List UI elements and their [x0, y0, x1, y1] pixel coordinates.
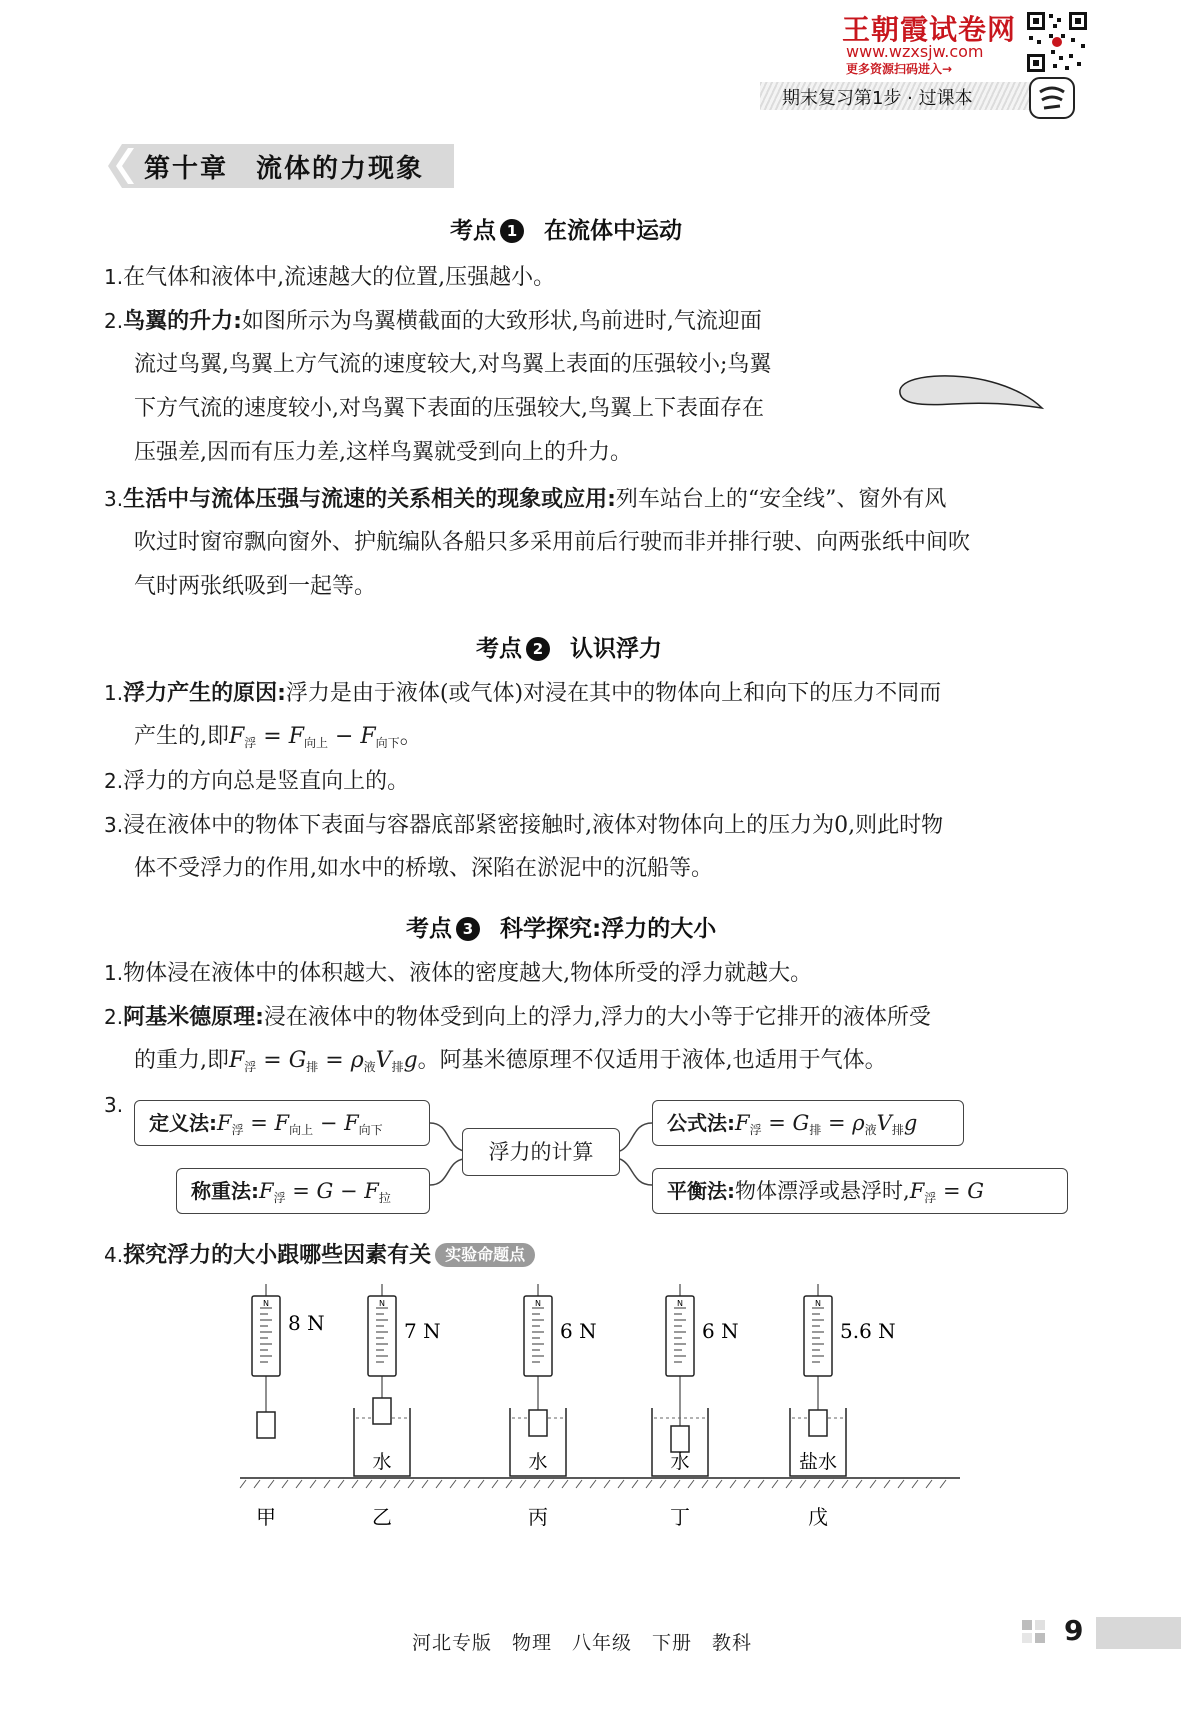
s2-var-f-down: F — [360, 724, 376, 749]
calc-formula-v: V — [876, 1111, 892, 1135]
s3-var-rho: ρ — [350, 1048, 364, 1073]
s3-item-1 — [104, 958, 812, 989]
s2-item-3-text1: 浸在液体中的物体下表面与容器底部紧密接触时,液体对物体向上的压力为0,则此时物 — [123, 813, 944, 838]
calc-formula-eq1: = — [761, 1111, 793, 1135]
section-3-title — [406, 910, 716, 943]
s2-item-3-line2: 体不受浮力的作用,如水中的桥墩、深陷在淤泥中的沉船等。 — [134, 856, 713, 881]
s1-item-2-line2: 流过鸟翼,鸟翼上方气流的速度较大,对鸟翼上表面的压强较小;鸟翼 — [134, 352, 772, 377]
experiment-figure — [230, 1282, 970, 1542]
calc-balance-f: F — [909, 1179, 925, 1203]
s1-item-3-keyword: 生活中与流体压强与流速的关系相关的现象或应用: — [123, 487, 616, 512]
s3-eq1: = — [256, 1048, 289, 1073]
calc-balance-g: G — [967, 1179, 985, 1203]
calc-formula-keyword: 公式法: — [667, 1111, 735, 1135]
s2-item-1-line1 — [104, 678, 941, 709]
s3-item-4-num: 4. — [104, 1243, 124, 1267]
s3-item-3-num — [104, 1090, 123, 1121]
liquid-bing: 水 — [528, 1451, 548, 1473]
section-2-badge: 2 — [526, 637, 550, 661]
s1-item-2-text1: 如图所示为鸟翼横截面的大致形状,鸟前进时,气流迎面 — [241, 309, 762, 334]
s3-item-2-line1 — [104, 1002, 931, 1033]
scale-jia-unit: N — [263, 1299, 269, 1308]
calc-balance-text: 物体漂浮或悬浮时, — [735, 1179, 910, 1203]
s3-item-1-num: 1. — [104, 961, 124, 985]
s1-item-2-line4: 压强差,因而有压力差,这样鸟翼就受到向上的升力。 — [134, 440, 632, 465]
liquid-ding: 水 — [670, 1451, 690, 1473]
s2-item-1-num: 1. — [104, 681, 124, 705]
section-2-prefix: 考点 — [476, 636, 522, 662]
s2-sub-up: 向上 — [303, 736, 328, 750]
s1-item-2-line1 — [104, 306, 762, 337]
calc-def-f: F — [217, 1111, 232, 1135]
chapter-title: 第十章 流体的力现象 — [144, 154, 425, 184]
s3-item-2-line2 — [134, 1046, 887, 1082]
page-number: 9 — [1064, 1614, 1084, 1647]
label-bing: 丙 — [528, 1505, 548, 1529]
calc-formula-g: G — [792, 1111, 810, 1135]
calc-def-sub-down: 向下 — [358, 1123, 383, 1137]
section-3-name: 科学探究:浮力的大小 — [500, 916, 717, 942]
s1-item-1 — [104, 262, 555, 293]
seal-icon — [1028, 76, 1076, 120]
section-1-title — [450, 212, 682, 245]
brand-slogan: 更多资源扫码进入→ — [846, 62, 953, 76]
s2-item-1-keyword: 浮力产生的原因: — [123, 681, 286, 706]
label-yi: 乙 — [372, 1505, 392, 1529]
setup-bing-graphics — [510, 1284, 566, 1476]
calc-definition-keyword: 定义法: — [149, 1111, 217, 1135]
ground-hatch — [240, 1480, 946, 1488]
bird-wing-figure — [896, 368, 1046, 414]
s1-item-3-num: 3. — [104, 487, 124, 511]
calc-formula-f: F — [735, 1111, 750, 1135]
calc-weigh-minus: − — [333, 1179, 365, 1203]
calc-weigh-eq: = — [285, 1179, 317, 1203]
s3-var-v: V — [375, 1048, 392, 1073]
calc-formula-small-g: g — [903, 1111, 918, 1135]
calc-weigh-g: G — [316, 1179, 334, 1203]
calc-weigh-sub-fu: 浮 — [273, 1191, 286, 1205]
s2-item-2-num: 2. — [104, 769, 124, 793]
setup-yi-graphics — [354, 1284, 410, 1476]
s1-item-1-num: 1. — [104, 265, 124, 289]
experiment-badge: 实验命题点 — [435, 1243, 535, 1267]
reading-yi: 7 N — [404, 1319, 441, 1343]
s1-item-3-line2: 吹过时窗帘飘向窗外、护航编队各船只多采用前后行驶而非并排行驶、向两张纸中间吹 — [134, 530, 971, 555]
section-3-badge: 3 — [456, 917, 480, 941]
s1-item-1-text: 在气体和液体中,流速越大的位置,压强越小。 — [123, 265, 556, 290]
block-yi — [373, 1398, 391, 1424]
s1-item-2-line3: 下方气流的速度较小,对鸟翼下表面的压强较大,鸟翼上下表面存在 — [134, 396, 764, 421]
setup-wu-graphics — [790, 1284, 846, 1476]
s2-var-f-up: F — [288, 724, 304, 749]
s3-sub-ye: 液 — [363, 1060, 376, 1074]
label-ding: 丁 — [670, 1505, 690, 1529]
section-1-name: 在流体中运动 — [544, 218, 683, 244]
calc-balance-eq: = — [936, 1179, 968, 1203]
s3-var-g: G — [288, 1048, 307, 1073]
calc-formula-sub-pai2: 排 — [891, 1123, 904, 1137]
s2-item-1-line2 — [134, 722, 422, 758]
scale-yi-unit: N — [379, 1299, 385, 1308]
block-ding — [671, 1426, 689, 1452]
calc-formula-sub-ye: 液 — [864, 1123, 877, 1137]
s2-sub-down: 向下 — [375, 736, 400, 750]
calc-def-sub-up: 向上 — [289, 1123, 314, 1137]
calc-def-f-down: F — [344, 1111, 359, 1135]
calc-formula-eq2: = — [821, 1111, 853, 1135]
s2-item-2 — [104, 766, 409, 797]
calc-def-eq: = — [243, 1111, 275, 1135]
scale-ding-unit: N — [677, 1299, 683, 1308]
calc-weigh-f-la: F — [364, 1179, 379, 1203]
s2-minus: − — [327, 724, 361, 749]
calc-weighing-keyword: 称重法: — [191, 1179, 259, 1203]
header-step-label: 期末复习第1步 · 过课本 — [782, 88, 973, 109]
block-wu — [809, 1410, 827, 1436]
calc-balance-sub-fu: 浮 — [924, 1191, 937, 1205]
s1-item-3-line1 — [104, 484, 946, 515]
calc-formula-rho: ρ — [852, 1111, 865, 1135]
calc-formula-sub-fu: 浮 — [749, 1123, 762, 1137]
s1-item-3-line3: 气时两张纸吸到一起等。 — [134, 574, 377, 599]
s3-eq2: = — [318, 1048, 351, 1073]
s3-item-2-num: 2. — [104, 1005, 124, 1029]
reading-ding: 6 N — [702, 1319, 739, 1343]
s3-item-1-text: 物体浸在液体中的体积越大、液体的密度越大,物体所受的浮力就越大。 — [123, 961, 813, 986]
label-wu: 戊 — [808, 1505, 828, 1529]
footer-edition: 河北专版 物理 八年级 下册 教科 — [412, 1632, 753, 1654]
calc-def-f-up: F — [274, 1111, 290, 1135]
s1-item-2-keyword: 鸟翼的升力: — [123, 309, 242, 334]
section-3-prefix: 考点 — [406, 916, 452, 942]
s3-item-2-text2: 。阿基米德原理不仅适用于液体,也适用于气体。 — [417, 1048, 887, 1073]
calc-def-sub-fu: 浮 — [231, 1123, 244, 1137]
section-1-badge: 1 — [500, 219, 524, 243]
section-1-prefix: 考点 — [450, 218, 496, 244]
section-2-name: 认识浮力 — [570, 636, 663, 662]
calc-weighing-box — [176, 1168, 430, 1214]
s3-item-2-text1: 浸在液体中的物体受到向上的浮力,浮力的大小等于它排开的液体所受 — [263, 1005, 931, 1030]
scale-bing-unit: N — [535, 1299, 541, 1308]
section-2-title — [476, 630, 662, 663]
reading-jia: 8 N — [288, 1311, 325, 1335]
s3-item-2-keyword: 阿基米德原理: — [123, 1005, 264, 1030]
s2-eq: = — [256, 724, 289, 749]
liquid-wu: 盐水 — [798, 1451, 838, 1473]
brand-url[interactable]: www.wzxsjw.com — [846, 42, 984, 61]
s3-sub-fu: 浮 — [244, 1060, 257, 1074]
s2-sub-fu: 浮 — [244, 736, 257, 750]
s2-item-3-line1 — [104, 810, 943, 841]
s2-item-3-num: 3. — [104, 813, 124, 837]
qr-code-icon[interactable] — [1025, 10, 1089, 74]
block-jia — [257, 1412, 275, 1438]
setup-ding-graphics — [652, 1284, 708, 1476]
brand-name: 王朝霞试卷网 — [842, 13, 1017, 46]
calc-balance-keyword: 平衡法: — [667, 1179, 735, 1203]
s1-item-2-num: 2. — [104, 309, 124, 333]
s3-sub-pai2: 排 — [391, 1060, 404, 1074]
footer-decoration-icon — [1022, 1620, 1058, 1650]
s2-var-f: F — [229, 724, 245, 749]
s3-sub-pai: 排 — [306, 1060, 319, 1074]
s2-formula-prefix: 产生的,即 — [134, 724, 229, 749]
s2-formula-end: 。 — [399, 724, 422, 749]
calc-definition-box — [134, 1100, 430, 1146]
page-number-bar — [1096, 1617, 1181, 1649]
s3-var-small-g: g — [403, 1048, 418, 1073]
reading-wu: 5.6 N — [840, 1319, 896, 1343]
s2-item-1-text1: 浮力是由于液体(或气体)对浸在其中的物体向上和向下的压力不同而 — [285, 681, 942, 706]
s3-var-f: F — [229, 1048, 245, 1073]
calc-weigh-f: F — [259, 1179, 274, 1203]
calc-weigh-sub-la: 拉 — [378, 1191, 391, 1205]
liquid-yi: 水 — [372, 1451, 392, 1473]
block-bing — [529, 1410, 547, 1436]
scale-wu-unit: N — [815, 1299, 821, 1308]
s3-item-4-keyword: 探究浮力的大小跟哪些因素有关 — [123, 1243, 432, 1268]
s1-item-3-text1: 列车站台上的“安全线”、窗外有风 — [615, 487, 947, 512]
reading-bing: 6 N — [560, 1319, 597, 1343]
s3-item-3-num-text: 3. — [104, 1093, 124, 1117]
s3-formula-prefix: 的重力,即 — [134, 1048, 229, 1073]
calc-balance-box — [652, 1168, 1068, 1214]
label-jia: 甲 — [256, 1505, 276, 1529]
s3-item-4 — [104, 1240, 535, 1271]
calc-center-node: 浮力的计算 — [462, 1128, 620, 1176]
calc-formula-sub-pai: 排 — [809, 1123, 822, 1137]
s2-item-2-text: 浮力的方向总是竖直向上的。 — [123, 769, 410, 794]
calc-formula-box — [652, 1100, 964, 1146]
calc-def-minus: − — [313, 1111, 345, 1135]
